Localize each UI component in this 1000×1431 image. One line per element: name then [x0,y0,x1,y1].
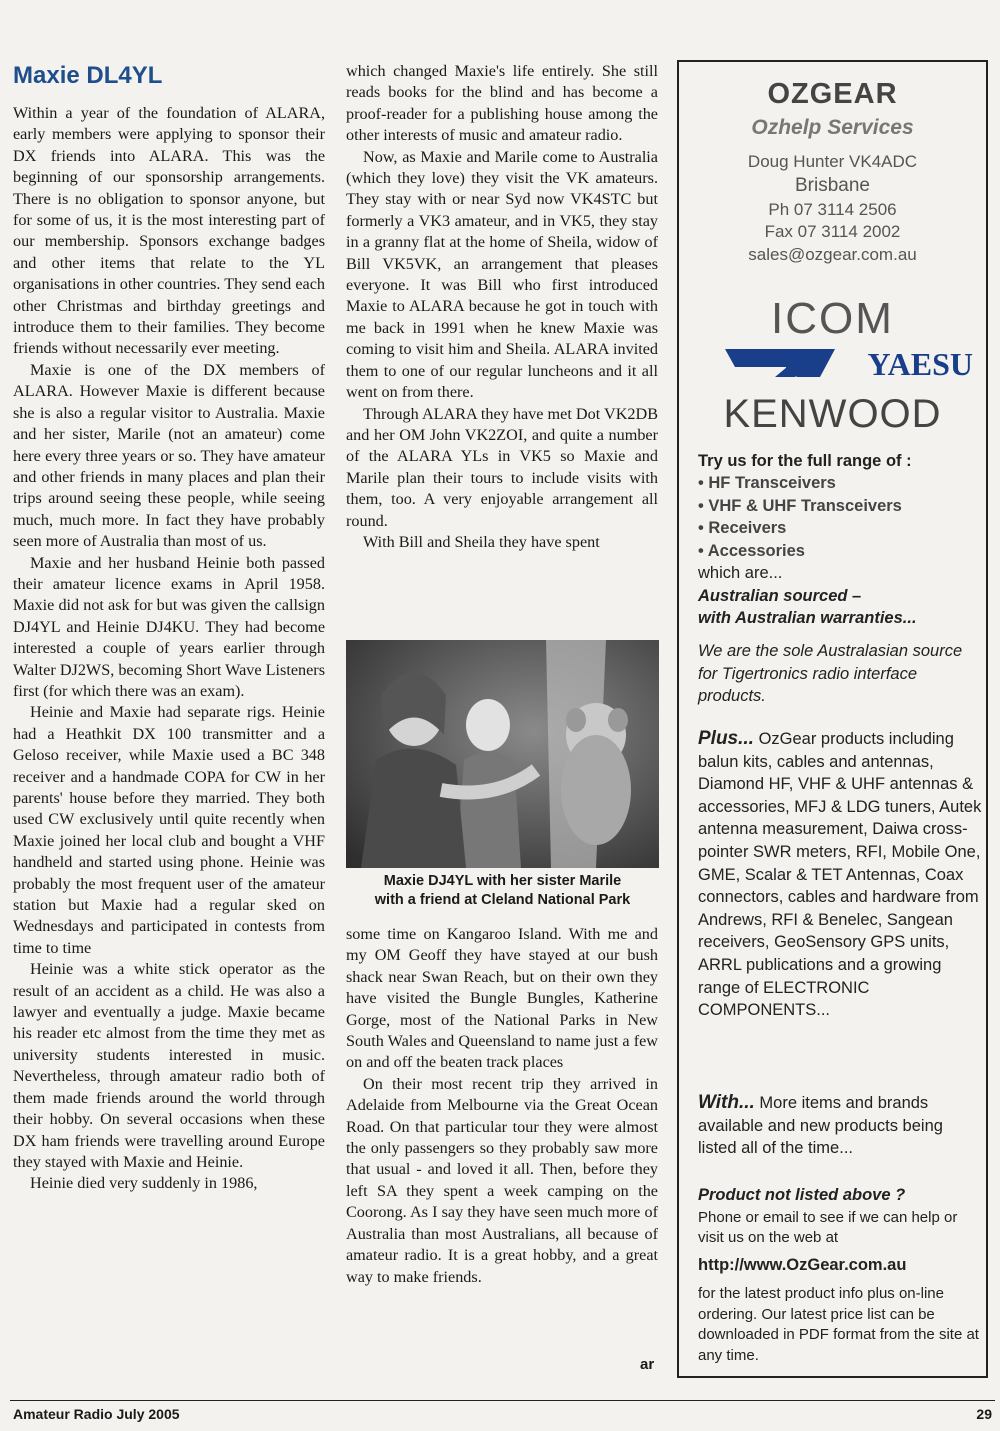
footer-rule [10,1400,995,1401]
paragraph: which changed Maxie's life entirely. She still reads books for the blind and has become a proof-reader for a publishing house among the other interests of music and amateur radio. [346,62,658,145]
article-column-2 [346,61,658,553]
ozgear-advertisement [677,60,988,1378]
article-photo [346,640,659,868]
ad-range-item: • VHF & UHF Transceivers [698,497,902,515]
ad-range-item: • HF Transceivers [698,474,836,492]
paragraph: Heinie died very suddenly in 1986, [30,1174,258,1193]
ad-fax: Fax 07 3114 2002 [764,222,901,241]
ad-city: Brisbane [795,175,870,196]
ad-brand: OZGEAR [767,78,898,110]
ad-try-heading: Try us for the full range of : [698,452,912,470]
paragraph: Maxie and her husband Heinie both passed their amateur licence exams in April 1958. Maxie did not ask for but was given the callsign DJ4YL and Heinie DJ4KU. They had become interested a couple of years earlier through Walter DJ2WS, becoming Short Wave Listeners first (for which there was an exam). [13,553,325,700]
ad-email: sales@ozgear.com.au [748,245,917,264]
caption-line: Maxie DJ4YL with her sister Marile [383,873,622,889]
ad-warranties: with Australian warranties... [698,609,917,627]
paragraph: Maxie is one of the DX members of ALARA. However Maxie is different because she is also a regular visitor to Australia. Maxie and her sister, Marile (not an amateur) come here every three years or so. They have amateur and other friends in many places and plan their trips around seeing these people, while seeing much, much more. In fact they have probably seen more of Australia than most of us. [13,360,325,551]
caption-line: with a friend at Cleland National Park [374,892,631,908]
paragraph: Within a year of the foundation of ALARA, early members were applying to sponsor their DX friends into ALARA. This was the beginning of our sponsorship arrangements. There is no obligation to sponsor anyone, but for some of us, it is the most interesting part of our membership. Sponsors exchange badges and other items that relate to the YL organisations in other countries. They send each other Christmas and birthday greetings and introduce them to their families. They become friends without necessarily ever meeting. [13,104,325,358]
sign-off: ar [640,1356,655,1373]
ad-service: Ozhelp Services [751,116,914,139]
yaesu-logo [725,345,975,381]
paragraph: Heinie and Maxie had separate rigs. Heinie had a Heathkit DX 100 transmitter and a Geloso receiver, while Maxie used a BC 348 receiver and a handmade COPA for CW in her parents' house before they married. They both used CW exclusively until quite recently when Maxie joined her local club and bought a VHF handheld and started using phone. Heinie was probably the most frequent user of the amateur station but Maxie had a regular sked on Wednesdays and participated in contests from time to time [13,703,325,957]
ad-which-are: which are... [698,564,783,582]
paragraph: Now, as Maxie and Marile come to Australia (which they love) they visit the VK amateurs. They stay with or near Syd now VK4STC but formerly a VK3 amateur, and in VK5, they stay in a granny flat at the home of Sheila, widow of Bill VK5VK, an arrangement that pleases everyone. It was Bill who first introduced Maxie to ALARA because he got in touch with me back in 1991 when he knew Maxie was coming to visit him and Sheila. ALARA invited them to one of our regular luncheons and it all went on from there. [346,147,658,402]
kenwood-logo: KENWOOD [723,392,942,436]
ad-sole-source: We are the sole Australasian source for Tigertronics radio interface products. [698,642,963,706]
ad-with-text: More items and brands available and new products being listed all of the time... [698,1094,943,1158]
ad-plus-lead: Plus... [698,728,754,749]
ad-sourced: Australian sourced – [698,587,862,605]
paragraph: some time on Kangaroo Island. With me and my OM Geoff they have stayed at our bush shack near Swan Reach, but on their own they have visited the Bungle Bungles, Katherine Gorge, most of the National Parks in New South Wales and Queensland to name just a few on and off the beaten track places [346,925,658,1072]
icom-logo: ICOM [771,294,894,343]
ad-url[interactable]: http://www.OzGear.com.au [698,1256,907,1274]
ad-with-block [698,1092,983,1160]
ad-range-item: • Accessories [698,542,805,560]
article-column-3 [346,924,658,1288]
paragraph: Through ALARA they have met Dot VK2DB and her OM John VK2ZOI, and quite a number of the ALARA YLs in VK5 so Maxie and Marile plan their tours to include visits with them, too. A very enjoyable arrangement all round. [346,404,658,530]
ad-plus-text: OzGear products including balun kits, cables and antennas, Diamond HF, VHF & UHF antennas & accessories, MFJ & LDG tuners, Autek antenna measurement, Daiwa cross-pointer SWR meters, RFI, Mobile One, GME, Scalar & TET Antennas, Coax connectors, cables and hardware from Andrews, RFI & Benelec, Sangean receivers, GeoSensory GPS units, ARRL publications and a growing range of ELECTRONIC COMPONENTS... [698,730,982,1020]
ad-phone: Ph 07 3114 2506 [768,200,897,219]
photo-caption [346,872,659,910]
ad-with-lead: With... [698,1092,755,1113]
footer-page-number: 29 [976,1406,992,1422]
ad-phone-email: Phone or email to see if we can help or visit us on the web at [698,1209,958,1246]
footer-publication: Amateur Radio July 2005 [13,1406,180,1422]
yaesu-wordmark: YAESU [867,346,973,381]
ad-latest: for the latest product info plus on-line ordering. Our latest price list can be downloaded in PDF format from the site at any time. [698,1285,979,1364]
photo-illustration [346,640,659,868]
ad-plus-block [698,728,983,1022]
paragraph: Heinie was a white stick operator as the result of an accident as a child. He was also a lawyer and eventually a judge. Maxie became his reader etc almost from the time they met as university students interested in music. Nevertheless, through amateur radio both of them made friends around the world through their hobby. On several occasions when these DX ham friends were travelling around Europe they stayed with Maxie and Heinie. [13,960,325,1171]
ad-range-item: • Receivers [698,519,787,537]
article-title: Maxie DL4YL [13,62,163,89]
paragraph: On their most recent trip they arrived in Adelaide from Melbourne via the Great Ocean Road. On that particular tour they were almost the only passengers so they probably saw more that usual - and loved it all. Then, before they left SA they spent a week camping on the Coorong. As I say they have seen much more of Australia than most Australians, all because of amateur radio. It is a great hobby, and a great way to make friends. [346,1074,658,1286]
article-column-1 [13,103,325,1195]
ad-not-listed: Product not listed above ? [698,1186,906,1204]
ad-contact-name: Doug Hunter VK4ADC [747,152,918,171]
paragraph: With Bill and Sheila they have spent [363,532,600,551]
